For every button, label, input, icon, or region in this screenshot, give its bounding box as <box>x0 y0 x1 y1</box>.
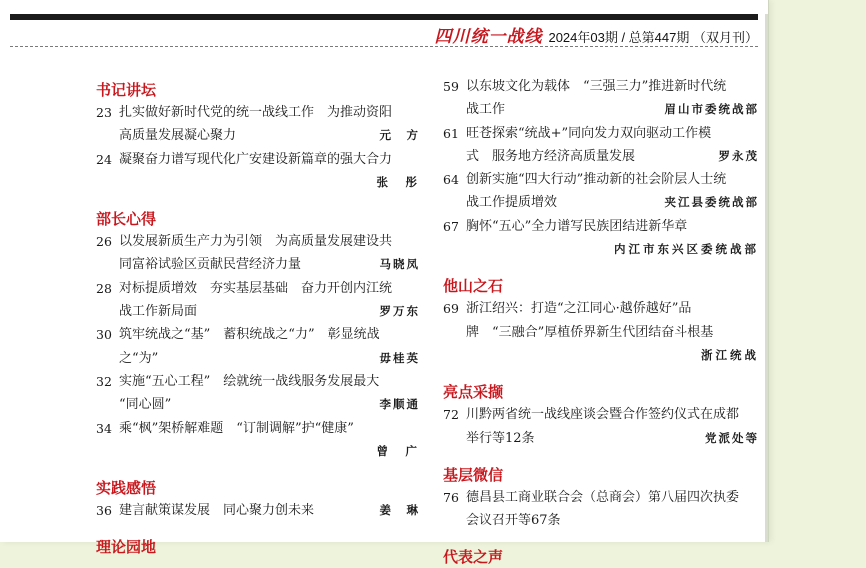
entry-author: 曾 广 <box>376 443 420 458</box>
page-edge <box>765 14 768 542</box>
section-title: 代表之声 <box>443 548 504 567</box>
section-title: 他山之石 <box>443 277 504 296</box>
entry-title-cont: 会议召开等67条 <box>466 513 561 529</box>
toc-entry[interactable] <box>443 168 759 215</box>
entry-title: 凝聚奋力谱写现代化广安建设新篇章的强大合力 <box>119 151 393 167</box>
section-title: 理论园地 <box>96 538 157 557</box>
entry-title: 以东坡文化为载体 “三强三力”推进新时代统 <box>466 79 727 94</box>
page-number: 34 <box>96 420 112 436</box>
page-number: 76 <box>443 489 459 505</box>
page-number: 72 <box>443 407 459 423</box>
entry-author: 夹江县委统战部 <box>664 195 759 210</box>
toc-entry[interactable] <box>443 486 759 533</box>
masthead <box>434 22 758 47</box>
entry-author: 内江市东兴区委统战部 <box>614 242 759 257</box>
entry-title: 对标提质增效 夯实基层基础 奋力开创内江统 <box>119 280 393 296</box>
entry-title: 旺苍探索“统战+”同向发力双向驱动工作模 <box>466 125 712 141</box>
entry-author: 浙江统战 <box>701 347 759 362</box>
page-number: 24 <box>96 151 112 167</box>
toc-entry[interactable] <box>96 417 420 464</box>
section-title: 亮点采撷 <box>443 383 504 402</box>
toc-entry[interactable] <box>443 215 759 262</box>
section-title: 书记讲坛 <box>96 81 157 99</box>
toc-entry[interactable] <box>96 323 420 370</box>
page-number: 69 <box>443 301 459 317</box>
toc-entry[interactable] <box>96 499 420 522</box>
toc-entry[interactable] <box>96 101 420 148</box>
entry-title: 胸怀“五心”全力谱写民族团结进新华章 <box>466 218 688 234</box>
entry-title: 以发展新质生产力为引领 为高质量发展建设共 <box>119 234 393 250</box>
entry-title-cont: 战工作提质增效 <box>466 195 558 211</box>
page-number: 36 <box>96 503 112 519</box>
entry-title: 筑牢统战之“基” 蓄积统战之“力” 彰显统战 <box>119 327 380 343</box>
section-title: 基层微信 <box>443 465 504 484</box>
page-number: 67 <box>443 218 459 234</box>
entry-author: 姜 琳 <box>379 503 420 518</box>
entry-title: 扎实做好新时代党的统一战线工作 为推动资阳 <box>119 105 393 120</box>
entry-title-cont: “同心圆” <box>119 397 172 413</box>
entry-title: 创新实施“四大行动”推动新的社会阶层人士统 <box>466 172 727 188</box>
page-number: 61 <box>443 125 459 141</box>
page-number: 30 <box>96 327 112 343</box>
toc-entry[interactable] <box>96 230 420 277</box>
toc-right-column <box>443 75 759 568</box>
top-rule <box>10 14 758 20</box>
page-number: 59 <box>443 79 459 94</box>
toc-entry[interactable] <box>96 277 420 324</box>
page-number: 64 <box>443 172 459 188</box>
entry-title-cont: 牌 “三融合”厚植侨界新生代团结奋斗根基 <box>466 324 714 340</box>
toc-entry[interactable] <box>443 75 759 122</box>
toc-entry[interactable] <box>443 297 759 367</box>
entry-author: 罗万东 <box>379 304 420 319</box>
entry-title: 川黔两省统一战线座谈会暨合作签约仪式在成都 <box>466 407 740 423</box>
entry-author: 张 彤 <box>376 174 420 189</box>
entry-title: 建言献策谋发展 同心聚力创未来 <box>119 503 315 519</box>
entry-title: 乘“枫”架桥解难题 “订制调解”护“健康” <box>119 420 354 436</box>
toc-entry[interactable] <box>443 403 759 450</box>
entry-author: 罗永茂 <box>718 148 759 163</box>
entry-author: 李顺通 <box>379 397 420 412</box>
entry-title: 浙江绍兴：打造“之江同心·越侨越好”品 <box>466 301 692 317</box>
entry-title-cont: 同富裕试验区贡献民营经济力量 <box>119 257 302 273</box>
entry-title-cont: 高质量发展凝心聚力 <box>119 128 237 144</box>
entry-author: 党派处等 <box>705 430 759 445</box>
section-title: 实践感悟 <box>96 479 157 498</box>
entry-title-cont: 举行等12条 <box>466 430 535 446</box>
toc-entry[interactable] <box>443 122 759 169</box>
page-number: 32 <box>96 373 112 389</box>
entry-author: 眉山市委统战部 <box>664 102 759 117</box>
toc-left-column <box>96 75 420 558</box>
entry-title-cont: 战工作新局面 <box>119 304 198 320</box>
page-number: 23 <box>96 105 112 120</box>
toc-entry[interactable] <box>96 370 420 417</box>
entry-title: 德昌县工商业联合会（总商会）第八届四次执委 <box>466 489 740 505</box>
entry-title-cont: 之“为” <box>119 350 159 366</box>
issue-info: 2024年03期 / 总第447期 （双月刊） <box>548 30 758 45</box>
dashed-divider <box>10 46 758 47</box>
entry-author: 马晓凤 <box>379 257 420 272</box>
section-title: 部长心得 <box>96 210 157 229</box>
entry-author: 毋桂英 <box>379 350 420 365</box>
entry-title-cont: 战工作 <box>466 102 506 118</box>
entry-title-cont: 式 服务地方经济高质量发展 <box>466 148 636 164</box>
page-number: 28 <box>96 280 112 296</box>
page-number: 26 <box>96 234 112 250</box>
entry-author: 元 方 <box>379 128 420 143</box>
toc-entry[interactable] <box>96 148 420 195</box>
magazine-name: 四川统一战线 <box>434 27 543 47</box>
entry-title: 实施“五心工程” 绘就统一战线服务发展最大 <box>119 373 380 389</box>
